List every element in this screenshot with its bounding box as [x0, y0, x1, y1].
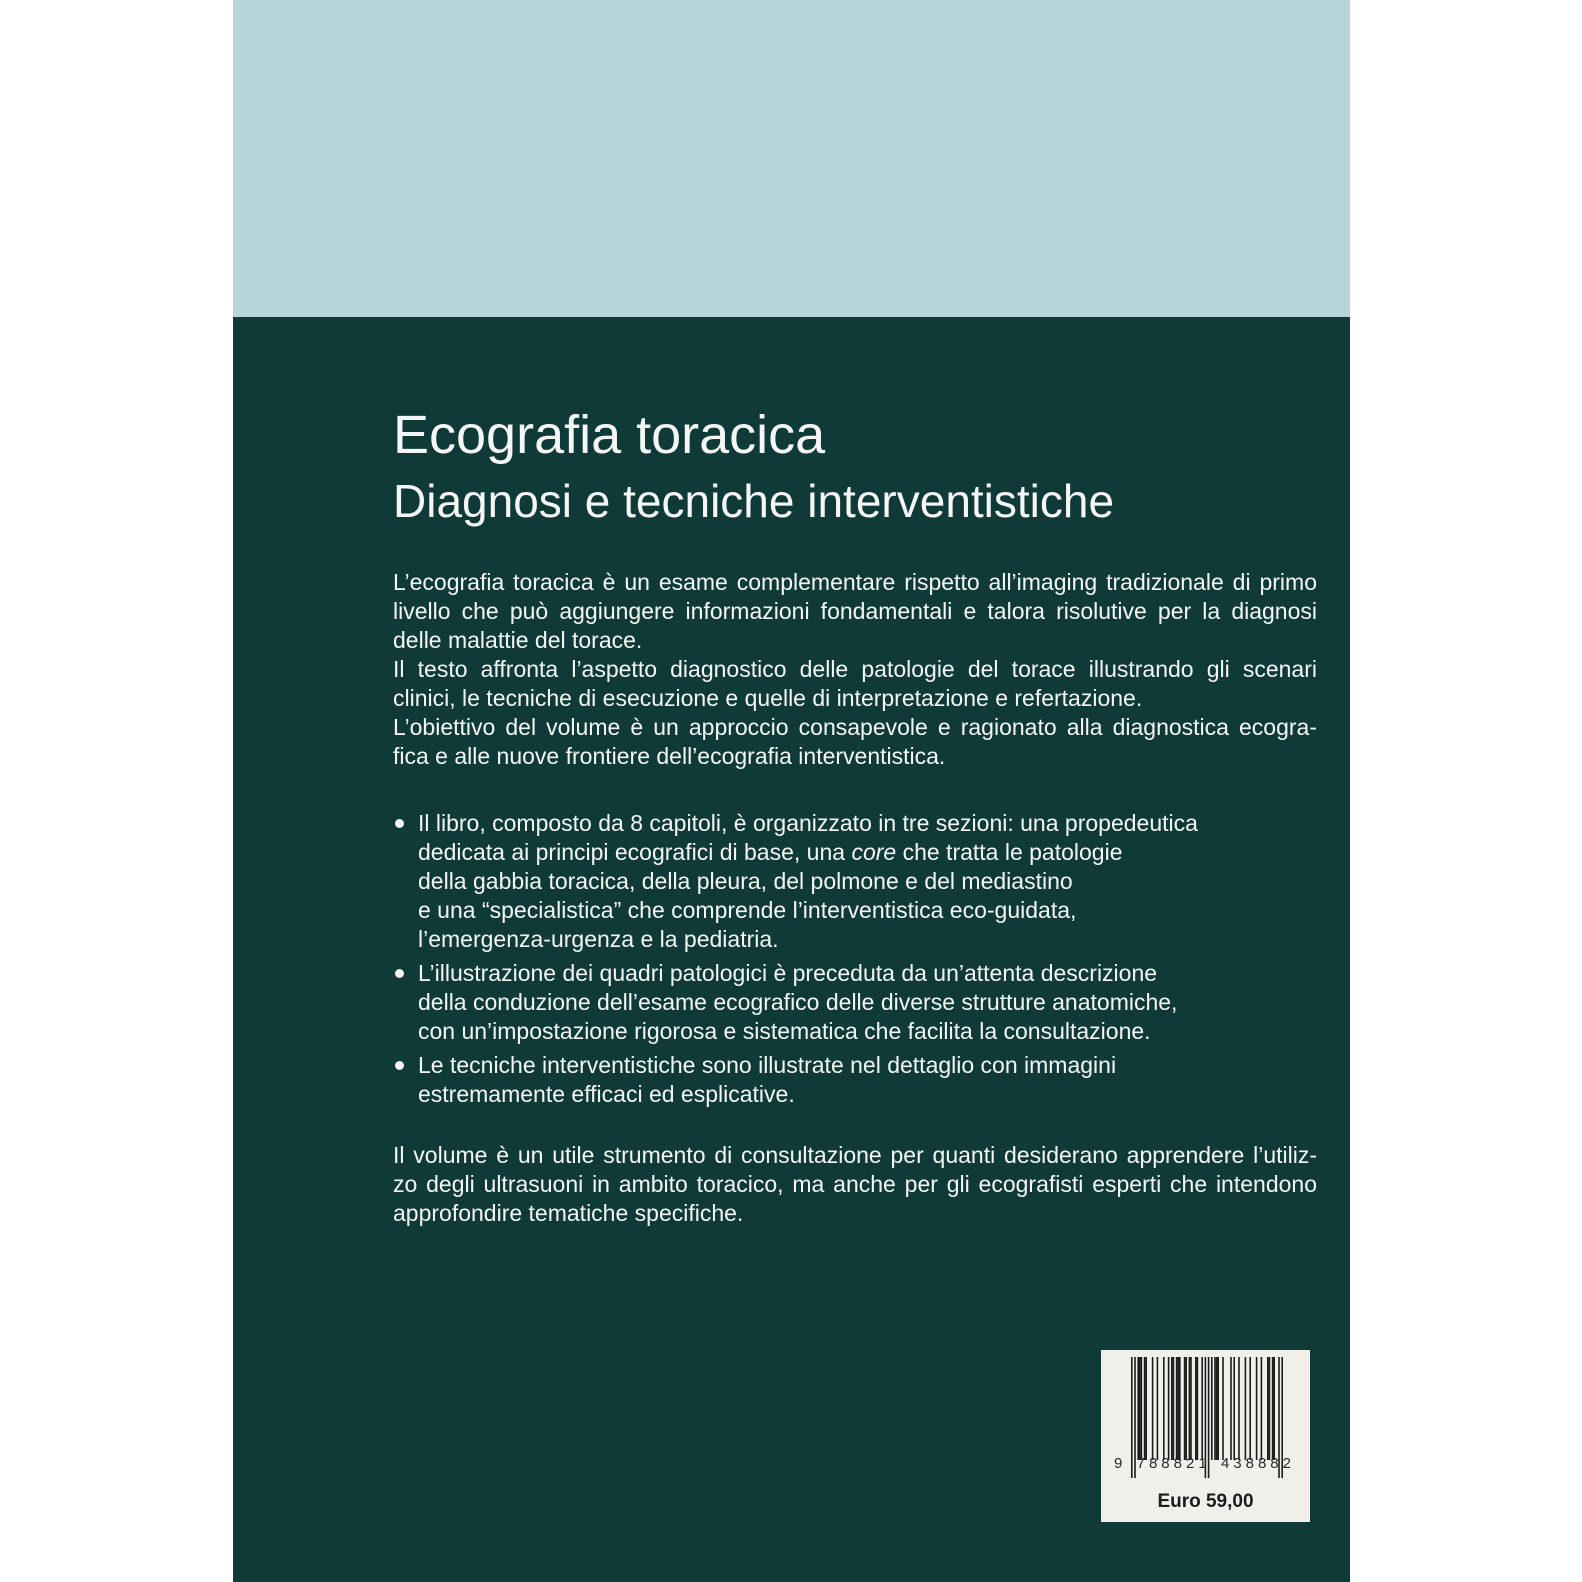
text-line: della conduzione dell’esame ecografico delle diverse strutture anatomiche,: [418, 989, 1178, 1015]
text-line: livello che può aggiungere informazioni fondamentali e talora risolutive per la diagnosi: [393, 598, 1317, 624]
text-line: dedicata ai principi ecografici di base, una core che tratta le patologie: [418, 839, 1123, 865]
bullet-item: [393, 959, 1317, 1046]
text-line: fica e alle nuove frontiere dell’ecografia interventistica.: [393, 743, 946, 769]
text-line: delle malattie del torace.: [393, 627, 643, 653]
text-line: Il testo affronta l’aspetto diagnostico delle patologie del torace illustrando gli scenari: [393, 656, 1317, 682]
text-line: e una “specialistica” che comprende l’interventistica eco-guidata,: [418, 897, 1077, 923]
text-line: con un’impostazione rigorosa e sistematica che facilita la consultazione.: [418, 1018, 1151, 1044]
barcode-digit-group: 788821: [1136, 1455, 1211, 1472]
bullet-list: [393, 809, 1317, 1114]
bullet-marker: [395, 969, 404, 978]
text-line: Il libro, composto da 8 capitoli, è organizzato in tre sezioni: una propedeutica: [418, 810, 1198, 836]
text-line: della gabbia toracica, della pleura, del polmone e del mediastino: [418, 868, 1073, 894]
text-line: zo degli ultrasuoni in ambito toracico, ma anche per gli ecografisti esperti che intendono: [393, 1171, 1317, 1197]
barcode-digit-group: 438882: [1220, 1455, 1295, 1472]
barcode-digit-group: 9: [1114, 1455, 1127, 1472]
outro-paragraph: [393, 1141, 1317, 1228]
barcode-label: [1101, 1350, 1310, 1522]
book-subtitle: Diagnosi e tecniche interventistiche: [393, 475, 1115, 527]
text-line: Il volume è un utile strumento di consultazione per quanti desiderano apprendere l’utiliz-: [393, 1142, 1317, 1168]
book-back-cover: [233, 0, 1350, 1582]
text-line: approfondire tematiche specifiche.: [393, 1200, 744, 1226]
bullet-marker: [395, 819, 404, 828]
text-line: estremamente efficaci ed esplicative.: [418, 1081, 795, 1107]
intro-paragraph: [393, 568, 1317, 771]
text-line: l’emergenza-urgenza e la pediatria.: [418, 926, 779, 952]
text-line: clinici, le tecniche di esecuzione e quelle di interpretazione e refertazione.: [393, 685, 1143, 711]
barcode-digits: [1114, 1455, 1295, 1472]
text-line: L’ecografia toracica è un esame complementare rispetto all’imaging tradizionale di primo: [393, 569, 1317, 595]
text-line: Le tecniche interventistiche sono illustrate nel dettaglio con immagini: [418, 1052, 1117, 1078]
bullet-marker: [395, 1061, 404, 1070]
book-title: Ecografia toracica: [393, 405, 826, 465]
price-label: Euro 59,00: [1157, 1491, 1254, 1512]
back-cover-text-column: [393, 0, 1317, 1582]
bullet-item: [393, 809, 1317, 954]
text-line: L’obiettivo del volume è un approccio consapevole e ragionato alla diagnostica ecogra-: [393, 714, 1317, 740]
text-line: L’illustrazione dei quadri patologici è preceduta da un’attenta descrizione: [418, 960, 1158, 986]
bullet-item: [393, 1051, 1317, 1109]
